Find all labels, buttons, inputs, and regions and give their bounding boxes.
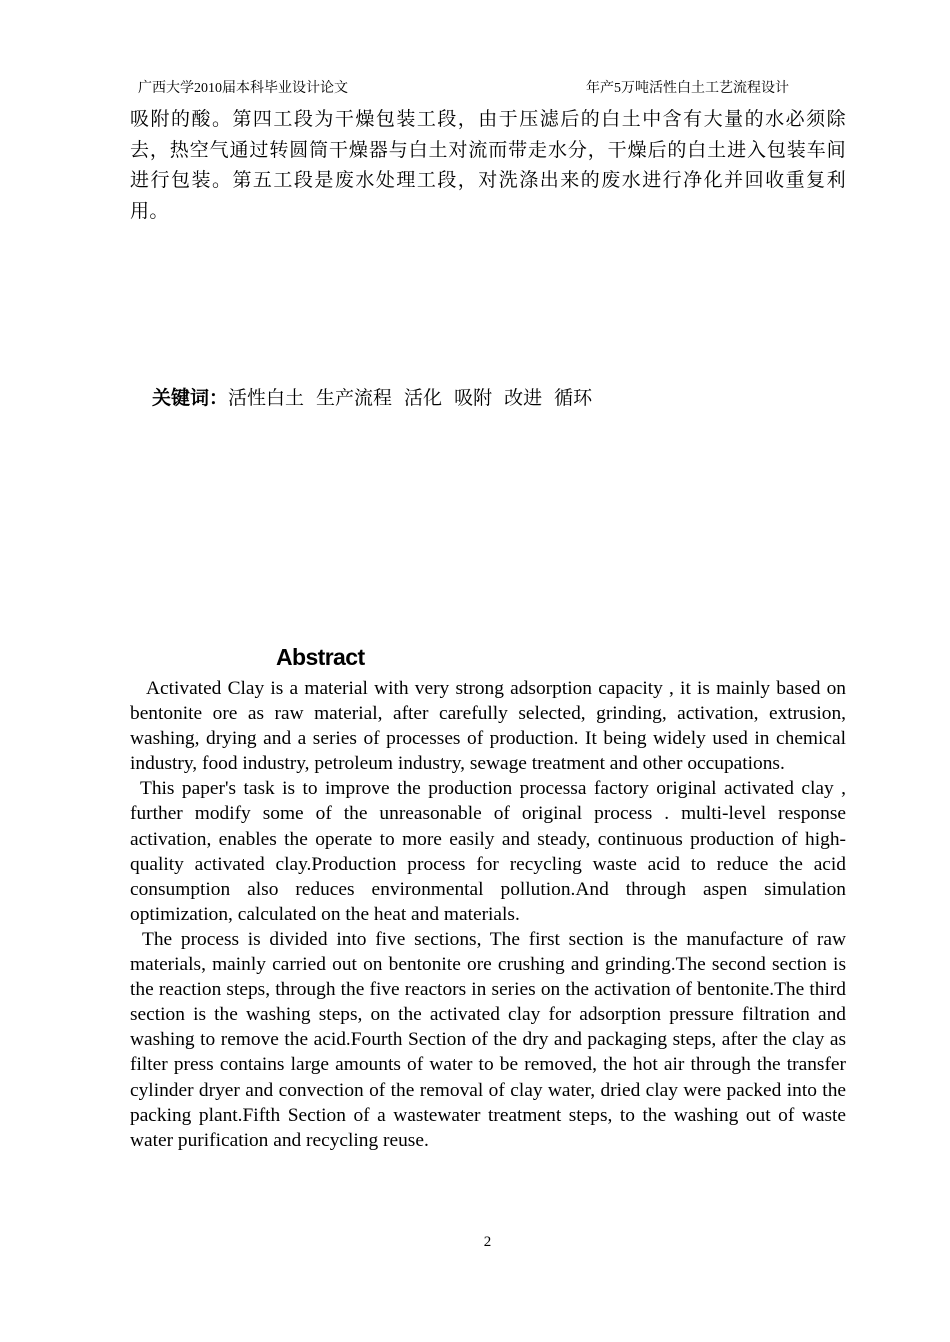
abstract-paragraph: The process is divided into five sections, The first section is the manufacture of raw materials, mainly carried out on bentonite ore crushing and grinding.The second section is the reaction steps, through the five reactors in series on the activation of bentonite.The third section is the washing steps, on the activated clay for adsorption pressure filtration and washing to remove the acid.Fourth Section of the dry and packaging steps, after the clay as filter press contains large amounts of water to be removed, the hot air through the transfer cylinder dryer and convection of the removal of clay water, dried clay were packed into the packing plant.Fifth Section of a wastewater treatment steps, to the washing out of waste water purification and recycling reuse. <box>130 928 846 1151</box>
keyword-term: 吸附 <box>454 387 493 409</box>
running-header-right: 年产5万吨活性白土工艺流程设计 <box>586 81 789 96</box>
abstract-paragraph: Activated Clay is a material with very strong adsorption capacity , it is mainly based on bentonite ore as raw material, after carefully selected, grinding, activation, extrusion, washing, drying and a series of processes of production. It being widely used in chemical industry, food industry, petroleum industry, sewage treatment and other occupations. <box>130 678 846 775</box>
chinese-abstract-paragraph: 吸附的酸。第四工段为干燥包装工段，由于压滤后的白土中含有大量的水必须除去，热空气通过转圆筒干燥器与白土对流而带走水分，干燥后的白土进入包装车间进行包装。第五工段是废水处理工段，对洗涤出来的废水进行净化并回收重复利用。 <box>130 108 846 222</box>
keyword-term: 循环 <box>554 387 593 409</box>
keyword-term: 生产流程 <box>316 387 393 409</box>
abstract-paragraph: This paper's task is to improve the production processa factory original activated clay , further modify some of the unreasonable of original process . multi-level response activation, enables the operate to more easily and steady, continuous production of high-quality activated clay.Production process for recycling waste acid to reduce the acid consumption also reduces environmental pollution.And through aspen simulation optimization, calculated on the heat and materials. <box>130 778 846 925</box>
keyword-term: 活性白土 <box>228 387 305 409</box>
abstract-heading: Abstract <box>276 644 365 670</box>
keywords-label: 关键词： <box>152 387 229 409</box>
page-number: 2 <box>483 1234 492 1250</box>
keyword-term: 改进 <box>504 387 543 409</box>
keyword-term: 活化 <box>404 387 443 409</box>
running-header-left: 广西大学2010届本科毕业设计论文 <box>138 81 348 96</box>
keywords-line <box>152 384 604 412</box>
english-abstract-body <box>130 676 846 1153</box>
